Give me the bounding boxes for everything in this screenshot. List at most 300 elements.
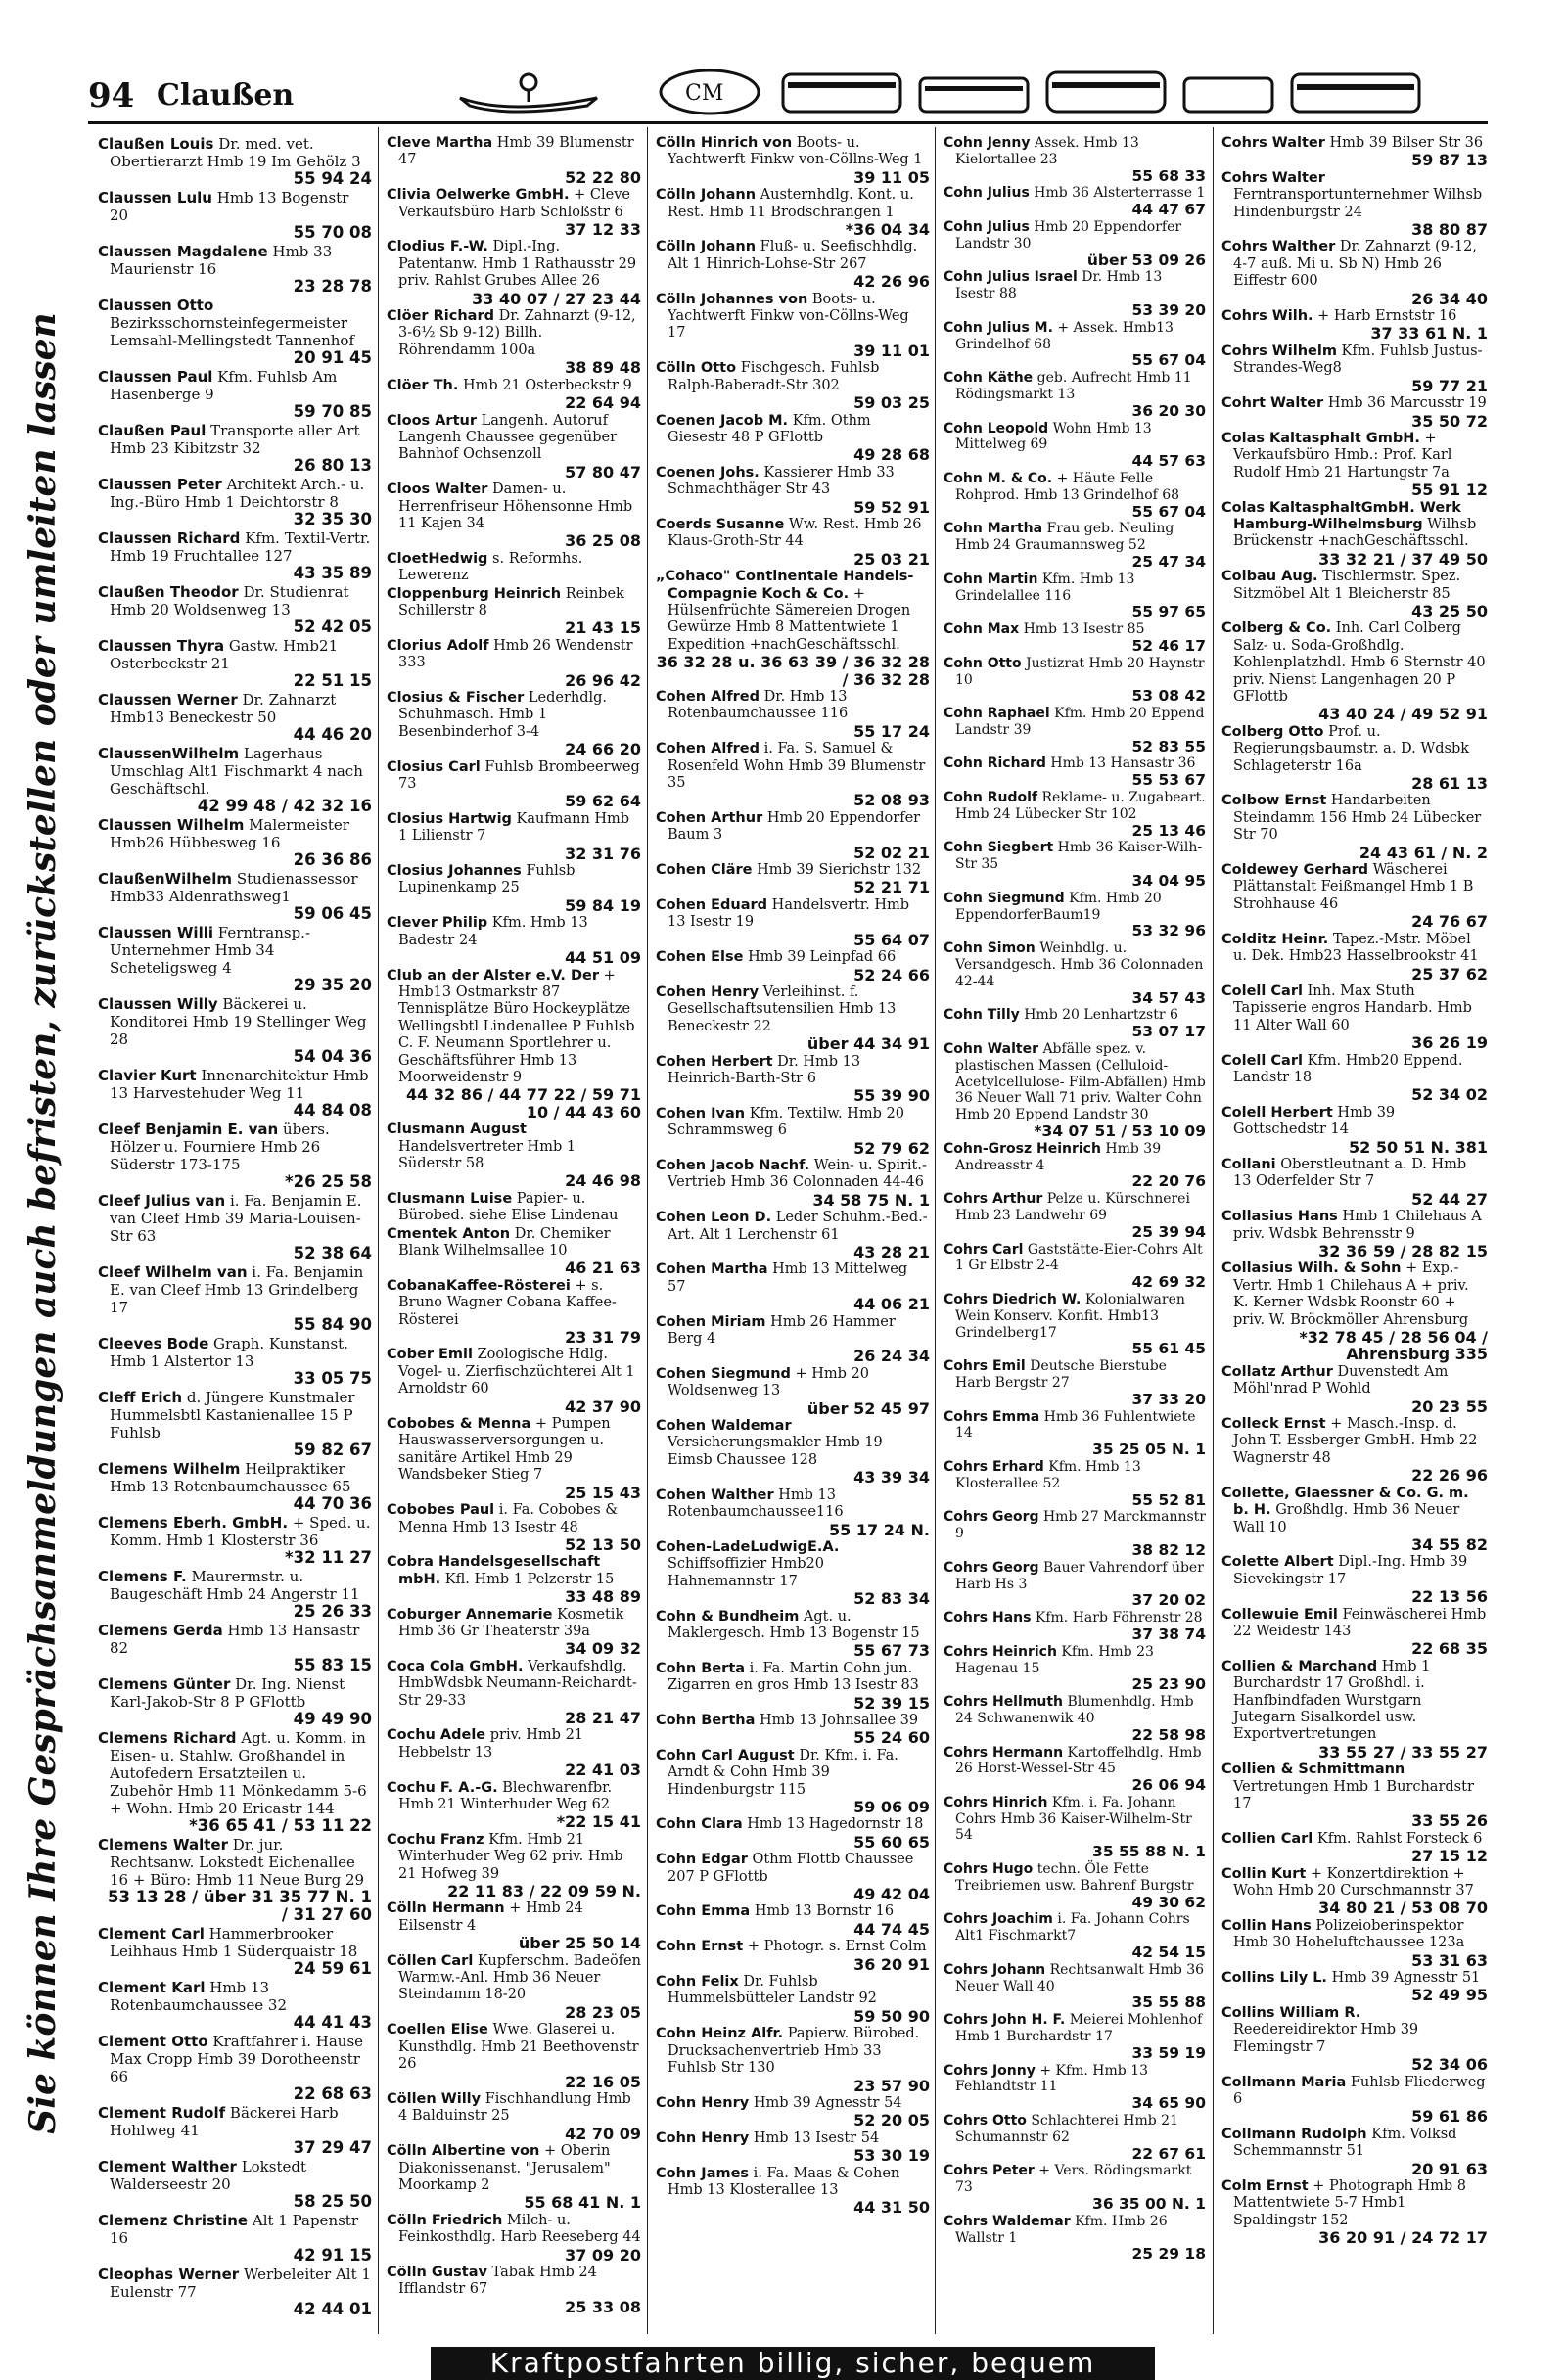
- entry-phone: 52 49 95: [1411, 1986, 1488, 2005]
- entry-phone: 25 33 08: [565, 2297, 641, 2316]
- entry-phone: 25 37 62: [1411, 964, 1488, 984]
- entry-name: Cohrs Hermann: [944, 1744, 1064, 1761]
- entry-details: + Verkaufsbüro Hmb.: Prof. Karl Rudolf Hmb 21 Hartungstr 7a: [1233, 430, 1452, 481]
- entry-phone: 23 31 79: [565, 1328, 641, 1348]
- directory-entry: [98, 924, 372, 994]
- entry-phone: 53 07 17: [1131, 1023, 1206, 1041]
- entry-phone: 37 29 47: [293, 2138, 372, 2157]
- entry-details: s. Reformhs. Lewerenz: [398, 550, 583, 584]
- entry-body: [98, 1568, 372, 1603]
- entry-body: [387, 1607, 641, 1641]
- entry-phone: 44 06 21: [853, 1295, 930, 1314]
- entry-details: Leder Schuhm.-Bed.-Art. Alt 1 Lerchenstr 61: [668, 1210, 928, 1243]
- entry-phone: 53 08 42: [1131, 687, 1206, 706]
- directory-entry: [1221, 135, 1488, 169]
- directory-entry: [98, 816, 372, 869]
- entry-details: + Vers. Rödingsmarkt 73: [955, 2163, 1192, 2196]
- entry-details: übers. Hölzer u. Fourniere Hmb 26 Süderstr 173-175: [110, 1121, 330, 1173]
- entry-phone: 27 15 12: [1411, 1847, 1488, 1866]
- entry-name: Cohrs Hans: [944, 1610, 1032, 1626]
- entry-details: Verleihinst. f. Gesellschaftsutensilien Hmb 13 Beneckestr 22: [668, 984, 897, 1034]
- entry-phone: 22 64 94: [565, 393, 641, 413]
- entry-name: Collmann Maria: [1221, 2074, 1347, 2090]
- entry-details: Schiffsoffizier Hmb20 Hahnemannstr 17: [668, 1556, 824, 1589]
- entry-details: Dr. Zahnarzt (9-12, 4-7 auß. Mi u. Sb N) Hmb 26 Eiffestr 600: [1233, 239, 1477, 290]
- entry-details: Hmb 13 Hansastr 36: [1050, 755, 1196, 772]
- entry-body: [1221, 2075, 1488, 2109]
- directory-entry: [98, 368, 372, 421]
- entry-body: [944, 1745, 1206, 1778]
- entry-body: [944, 1191, 1206, 1224]
- entry-details: Tischlermstr. Spez. Sitzmöbel Alt 1 Bleicherstr 85: [1233, 569, 1461, 602]
- entry-name: Cohn Bertha: [656, 1712, 756, 1728]
- entry-body: [944, 2012, 1206, 2045]
- entry-name: Claussen Werner: [98, 691, 238, 709]
- entry-name: Cohn Heinz Alfr.: [656, 2026, 784, 2042]
- entry-details: Kfm. Hmb 21 Winterhuder Weg 62 priv. Hmb 21 Hofweg 39: [398, 1831, 623, 1882]
- entry-name: CloetHedwig: [387, 550, 488, 567]
- entry-details: Blechwarenfbr. Hmb 21 Winterhuder Weg 62: [398, 1779, 613, 1812]
- entry-name: Cohen Herbert: [656, 1053, 773, 1070]
- entry-details: Gastw. Hmb21 Osterbeckstr 21: [110, 637, 339, 672]
- directory-entry: [387, 1226, 641, 1277]
- directory-entry: [387, 413, 641, 481]
- entry-name: Claussen Wilhelm: [98, 816, 245, 834]
- entry-phone: 23 28 78: [293, 277, 372, 296]
- entry-body: [387, 586, 641, 620]
- entry-name: Cleve Martha: [387, 135, 493, 151]
- directory-entry: [944, 755, 1206, 789]
- entry-name: Cohrs Walter: [1221, 169, 1325, 186]
- entry-phone: 36 20 91: [853, 1954, 930, 1974]
- directory-entry: [387, 1659, 641, 1727]
- entry-name: Cleef Benjamin E. van: [98, 1121, 279, 1138]
- entry-name: Cohn Emma: [656, 1903, 751, 1920]
- entry-body: [387, 968, 641, 1087]
- directory-entry: [656, 1816, 930, 1851]
- entry-details: Gaststätte-Eier-Cohrs Alt 1 Gr Elbstr 2-4: [955, 1241, 1203, 1274]
- entry-details: Hmb 36 Marcusstr 19: [1327, 395, 1487, 412]
- entry-body: [1221, 569, 1488, 603]
- directory-entry: [656, 465, 930, 516]
- entry-body: [387, 1502, 641, 1536]
- directory-entry: [1221, 500, 1488, 569]
- entry-name: Colberg Otto: [1221, 723, 1324, 740]
- directory-entry: [98, 1460, 372, 1513]
- entry-details: Dr. jur. Rechtsanw. Lokstedt Eichenallee 16 + Büro: Hmb 11 Neue Burg 29: [110, 1836, 365, 1889]
- column-divider: [647, 127, 648, 2334]
- entry-details: Dr. Zahnarzt (9-12, 3-6½ Sb 9-12) Billh. Röhrendamm 100a: [398, 308, 636, 358]
- entry-phone: 55 17 24 N.: [829, 1520, 930, 1539]
- entry-body: [387, 1226, 641, 1260]
- entry-body: [1221, 2127, 1488, 2161]
- entry-body: [656, 1210, 930, 1244]
- directory-entry: [656, 1261, 930, 1312]
- directory-entry: [656, 984, 930, 1053]
- entry-phone: 44 47 67: [1131, 201, 1206, 219]
- entry-body: [1221, 1970, 1488, 1987]
- column-divider: [378, 127, 379, 2334]
- entry-phone: *32 78 45 / 28 56 04 / Ahrensburg 335: [1299, 1328, 1488, 1364]
- entry-phone: 26 36 86: [293, 850, 372, 869]
- directory-entry: [1221, 170, 1488, 239]
- entry-phone: 42 91 15: [293, 2246, 372, 2265]
- entry-details: Justizrat Hmb 20 Haynstr 10: [955, 655, 1205, 688]
- entry-body: [656, 292, 930, 343]
- entry-name: Cleeves Bode: [98, 1335, 209, 1352]
- entry-body: [387, 378, 641, 394]
- entry-body: [387, 551, 641, 585]
- directory-entry: [944, 572, 1206, 620]
- entry-body: [1221, 932, 1488, 966]
- entry-body: [656, 949, 930, 966]
- directory-entry: [1221, 1157, 1488, 1208]
- directory-entry: [387, 1191, 641, 1225]
- entry-phone: 36 20 30: [1131, 401, 1206, 420]
- entry-name: Cmentek Anton: [387, 1225, 511, 1242]
- directory-entry: [656, 1488, 930, 1538]
- directory-entry: [944, 2012, 1206, 2061]
- entry-body: [656, 810, 930, 845]
- directory-entry: [387, 187, 641, 238]
- entry-name: Claussen Paul: [98, 368, 213, 386]
- directory-entry: [944, 1911, 1206, 1960]
- entry-body: [656, 1314, 930, 1349]
- entry-phone: 55 70 08: [293, 223, 372, 242]
- entry-phone: 25 47 34: [1131, 552, 1206, 571]
- entry-details: Papierw. Bürobed. Drucksachenvertrieb Hmb 33 Fuhlsb Str 130: [668, 2026, 920, 2077]
- directory-entry: [1221, 1866, 1488, 1917]
- entry-phone: 33 40 07 / 27 23 44: [472, 289, 641, 308]
- directory-entry: [1221, 1607, 1488, 1658]
- entry-name: Cohn Martin: [944, 571, 1038, 587]
- entry-details: Fuhlsb Fliederweg 6: [1233, 2074, 1486, 2107]
- entry-details: Architekt Arch.- u. Ing.-Büro Hmb 1 Deichtorstr 8: [110, 476, 365, 511]
- entry-body: [1221, 1607, 1488, 1641]
- entry-name: Cohrs Heinrich: [944, 1643, 1057, 1660]
- entry-name: Clemens Walter: [98, 1836, 228, 1854]
- entry-details: Dr. Hmb 13 Rotenbaumchaussee 116: [668, 689, 849, 722]
- entry-body: [1221, 1866, 1488, 1900]
- entry-name: Collani: [1221, 1156, 1276, 1172]
- directory-entry: [944, 1141, 1206, 1190]
- entry-body: [387, 481, 641, 532]
- directory-entry: [387, 481, 641, 550]
- entry-phone: *36 04 34: [845, 220, 930, 240]
- entry-details: Bäckerei u. Konditorei Hmb 19 Stellinger Weg 28: [110, 995, 367, 1048]
- entry-details: Hmb 13 Isestr 54: [753, 2129, 880, 2146]
- entry-phone: 52 83 34: [853, 1589, 930, 1609]
- directory-entry: [387, 1121, 641, 1190]
- entry-details: Inh. Carl Colberg Salz- u. Soda-Großhdlg. Kohlenplatzhdl. Hmb 6 Sternstr 40 priv. Nienst Langenhagen 20 P GFlottb: [1233, 620, 1486, 705]
- entry-details: Ww. Rest. Hmb 26 Klaus-Groth-Str 44: [668, 516, 922, 550]
- entry-name: Cohn Käthe: [944, 370, 1034, 387]
- entry-body: [944, 471, 1206, 504]
- entry-name: Cohrs Peter: [944, 2163, 1035, 2179]
- entry-name: Cloppenburg Heinrich: [387, 585, 562, 602]
- entry-phone: 25 39 94: [1131, 1222, 1206, 1241]
- entry-details: + Hmb 24 Eilsenstr 4: [398, 1900, 583, 1934]
- entry-details: Kfm. Rahlst Forsteck 6: [1316, 1830, 1483, 1847]
- entry-body: [656, 1106, 930, 1140]
- entry-body: [98, 1121, 372, 1173]
- entry-details: Kupferschm. Badeöfen Warmw.-Anl. Hmb 36 Neuer Steindamm 18-20: [398, 1952, 641, 2003]
- directory-entry: [656, 1852, 930, 1902]
- entry-phone: 55 67 04: [1131, 502, 1206, 521]
- entry-body: [98, 1389, 372, 1442]
- entry-name: Colette Albert: [1221, 1554, 1334, 1571]
- directory-entry: [1221, 569, 1488, 619]
- entry-phone: 53 39 20: [1131, 300, 1206, 319]
- entry-name: Cohn Leopold: [944, 420, 1049, 436]
- entry-details: i. Fa. Maas & Cohen Hmb 13 Klosterallee 13: [668, 2165, 900, 2198]
- directory-entry: [944, 1795, 1206, 1860]
- entry-body: [387, 2143, 641, 2194]
- entry-name: Cohen Leon D.: [656, 1210, 772, 1226]
- entry-body: [944, 1795, 1206, 1844]
- directory-entry: [1221, 2005, 1488, 2074]
- entry-body: [387, 187, 641, 221]
- directory-entry: [656, 1054, 930, 1105]
- entry-body: [656, 1366, 930, 1400]
- entry-phone: 44 41 43: [293, 2013, 372, 2032]
- entry-body: [1221, 1918, 1488, 1952]
- entry-name: Cober Emil: [387, 1347, 473, 1363]
- entry-name: Cohn James: [656, 2165, 750, 2181]
- entry-details: Assek. Hmb 13 Kielortallee 23: [955, 135, 1139, 167]
- entry-body: [387, 915, 641, 949]
- entry-body: [1221, 431, 1488, 481]
- entry-details: Kfm. Hmb20 Eppend. Landstr 18: [1233, 1052, 1463, 1085]
- entry-phone: 55 39 90: [853, 1086, 930, 1106]
- entry-details: Reinbek Schillerstr 8: [398, 585, 624, 618]
- entry-body: [1221, 1762, 1488, 1812]
- entry-body: [656, 1903, 930, 1920]
- entry-body: [656, 1261, 930, 1296]
- entry-body: [944, 755, 1206, 772]
- entry-body: [387, 690, 641, 741]
- entry-name: Cohrs Emma: [944, 1408, 1040, 1425]
- entry-body: [98, 1192, 372, 1245]
- directory-entry: [1221, 1918, 1488, 1969]
- directory-entry: [944, 1861, 1206, 1910]
- entry-name: Claussen Peter: [98, 476, 222, 493]
- entry-name: Collewuie Emil: [1221, 1606, 1338, 1623]
- entry-details: Kfm. Hmb 20 EppendorferBaum19: [955, 890, 1162, 923]
- entry-phone: 37 33 61 N. 1: [1370, 324, 1488, 343]
- entry-body: [656, 1974, 930, 2008]
- entry-phone: 55 17 24: [853, 721, 930, 741]
- entry-name: Cloos Walter: [387, 481, 488, 498]
- directory-entry: [944, 1694, 1206, 1743]
- entry-body: [387, 811, 641, 846]
- entry-body: [656, 1748, 930, 1799]
- entry-body: [1221, 1659, 1488, 1744]
- directory-entry: [98, 1263, 372, 1334]
- entry-details: + Masch.-Insp. d. John T. Essberger GmbH. Hmb 22 Wagnerstr 48: [1233, 1416, 1478, 1466]
- entry-name: ClaußenWilhelm: [98, 870, 233, 888]
- directory-entry: [98, 1514, 372, 1567]
- entry-phone: 59 62 64: [565, 792, 641, 811]
- directory-entry: [98, 422, 372, 475]
- entry-body: [656, 1816, 930, 1833]
- entry-name: Cochu Franz: [387, 1831, 484, 1848]
- entry-name: Claußen Louis: [98, 135, 214, 153]
- entry-details: Fischhandlung Hmb 4 Balduinstr 25: [398, 2090, 631, 2125]
- directory-entry: [98, 583, 372, 636]
- entry-body: [1221, 1554, 1488, 1588]
- entry-phone: 34 04 95: [1131, 872, 1206, 891]
- entry-body: [387, 2213, 641, 2247]
- entry-phone: 21 43 15: [565, 618, 641, 638]
- directory-entry: [944, 1242, 1206, 1291]
- entry-body: [387, 1659, 641, 1710]
- directory-entry: [1221, 308, 1488, 343]
- entry-body: [98, 583, 372, 618]
- entry-details: Lederhdlg. Schuhmasch. Hmb 1 Besenbinderhof 3-4: [398, 690, 608, 740]
- entry-body: [98, 870, 372, 905]
- directory-column-5: [1221, 135, 1488, 2327]
- entry-name: Cohn Berta: [656, 1660, 746, 1676]
- entry-details: Handelsvertreter Hmb 1 Süderstr 58: [398, 1138, 576, 1171]
- entry-phone: 22 67 61: [1131, 2144, 1206, 2163]
- footer-slogan: Kraftpostfahrten billig, sicher, bequem: [431, 2347, 1155, 2380]
- entry-phone: 25 26 33: [293, 1602, 372, 1621]
- entry-name: Collasius Wilh. & Sohn: [1221, 1260, 1402, 1277]
- entry-body: [1221, 793, 1488, 844]
- entry-phone: 59 77 21: [1411, 376, 1488, 395]
- directory-entry: [98, 2158, 372, 2211]
- entry-name: Cohrs Joachim: [944, 1911, 1053, 1928]
- entry-body: [944, 940, 1206, 989]
- entry-body: [1221, 620, 1488, 706]
- entry-details: Langenh. Autoruf Langenh Chaussee gegenüber Bahnhof Ochsenzoll: [398, 412, 618, 463]
- entry-phone: 59 61 86: [1411, 2107, 1488, 2127]
- entry-body: [98, 1460, 372, 1495]
- entry-body: [98, 1622, 372, 1657]
- entry-details: Kfm. Fuhlsb Am Hasenberge 9: [110, 368, 338, 403]
- entry-body: [656, 239, 930, 273]
- entry-name: Cochu F. A.-G.: [387, 1779, 498, 1796]
- entry-details: Kartoffelhdlg. Hmb 26 Horst-Wessel-Str 45: [955, 1744, 1202, 1777]
- entry-phone: 52 02 21: [853, 843, 930, 862]
- entry-name: Collette, Glaessner & Co. G. m. b. H.: [1221, 1485, 1469, 1519]
- entry-name: Cohen Cläre: [656, 862, 753, 879]
- entry-details: Othm Flottb Chaussee 207 P GFlottb: [668, 1852, 914, 1885]
- entry-name: Collien & Schmittmann: [1221, 1762, 1405, 1778]
- directory-entry: [387, 759, 641, 810]
- entry-details: Kfl. Hmb 1 Pelzerstr 15: [444, 1571, 615, 1587]
- entry-name: Cölln Friedrich: [387, 2212, 503, 2228]
- entry-name: Collatz Arthur: [1221, 1363, 1333, 1380]
- entry-details: + Hmb 20 Woldsenweg 13: [668, 1365, 870, 1399]
- entry-phone: 32 36 59 / 28 82 15: [1318, 1242, 1488, 1260]
- directory-entry: [944, 706, 1206, 755]
- entry-details: Kfm. Hmb 23 Hagenau 15: [955, 1643, 1154, 1676]
- entry-details: Zoologische Hdlg. Vogel- u. Zierfischzüchterei Alt 1 Arnoldstr 60: [398, 1347, 635, 1397]
- entry-details: Deutsche Bierstube Harb Bergstr 27: [955, 1358, 1167, 1391]
- entry-phone: 52 34 06: [1411, 2055, 1488, 2075]
- entry-details: Dipl.-Ing. Hmb 39 Sievekingstr 17: [1233, 1554, 1468, 1587]
- entry-phone: 22 26 96: [1411, 1466, 1488, 1486]
- entry-details: + Exp.-Vertr. Hmb 1 Chilehaus A + priv. K. Kerner Wdsbk Roonstr 60 + priv. W. Bröckmöller Ahrensburg: [1233, 1260, 1469, 1328]
- entry-name: Cohrs Hinrich: [944, 1794, 1048, 1810]
- sidebar-slogan-text: Sie können Ihre Gesprächsanmeldungen auch befristen, zurückstellen oder umleiten lassen: [23, 312, 64, 2134]
- entry-details: Blumenhdlg. Hmb 24 Schwanenwik 40: [955, 1694, 1194, 1726]
- entry-phone: 33 48 89: [565, 1587, 641, 1607]
- entry-details: Hmb 13 Bornstr 16: [754, 1903, 895, 1920]
- entry-phone: 39 11 05: [853, 167, 930, 187]
- entry-body: [944, 1509, 1206, 1542]
- entry-name: Cohn Julius: [944, 185, 1030, 202]
- directory-entry: [656, 569, 930, 688]
- entry-details: Graph. Kunstanst. Hmb 1 Alstertor 13: [110, 1335, 348, 1370]
- entry-body: [1221, 1260, 1488, 1329]
- entry-phone: 35 55 88: [1131, 1993, 1206, 2012]
- entry-name: Cohen Arthur: [656, 809, 763, 826]
- entry-name: Colleck Ernst: [1221, 1416, 1326, 1433]
- entry-body: [656, 862, 930, 879]
- entry-phone: 25 03 21: [853, 549, 930, 569]
- directory-entry: [387, 1278, 641, 1347]
- entry-phone: 43 40 24 / 49 52 91: [1318, 705, 1488, 724]
- directory-entry: [656, 1539, 930, 1608]
- entry-phone: 55 64 07: [853, 930, 930, 949]
- entry-body: [656, 1418, 930, 1469]
- entry-name: Cohrs John H. F.: [944, 2012, 1066, 2029]
- entry-name: Colm Ernst: [1221, 2177, 1309, 2194]
- entry-phone: 57 80 47: [565, 462, 641, 481]
- entry-details: + Cleve Verkaufsbüro Harb Schloßstr 6: [398, 187, 630, 220]
- entry-phone: 49 30 62: [1131, 1893, 1206, 1911]
- directory-entry: [98, 995, 372, 1066]
- entry-phone: 38 89 48: [565, 358, 641, 378]
- directory-entry: [944, 940, 1206, 1006]
- entry-phone: 43 28 21: [853, 1243, 930, 1261]
- entry-name: Cleef Julius van: [98, 1192, 226, 1210]
- entry-body: [944, 891, 1206, 924]
- directory-entry: [656, 1748, 930, 1816]
- entry-phone: 33 55 27 / 33 55 27: [1318, 1742, 1488, 1762]
- entry-phone: 22 16 05: [565, 2072, 641, 2091]
- entry-name: Cohn Felix: [656, 1974, 739, 1991]
- entry-body: [387, 2265, 641, 2299]
- entry-phone: 53 13 28 / über 31 35 77 N. 1 / 31 27 60: [108, 1888, 372, 1924]
- entry-phone: 42 54 15: [1131, 1944, 1206, 1962]
- entry-body: [1221, 2005, 1488, 2056]
- entry-body: [387, 2022, 641, 2073]
- entry-details: Feinwäscherei Hmb 22 Weidestr 143: [1233, 1606, 1487, 1639]
- entry-body: [944, 421, 1206, 454]
- directory-entry: [98, 2104, 372, 2157]
- entry-phone: 26 96 42: [565, 670, 641, 690]
- directory-entry: [1221, 620, 1488, 722]
- entry-body: [944, 521, 1206, 554]
- entry-name: Colas Kaltasphalt GmbH.: [1221, 430, 1420, 446]
- entry-phone: *22 15 41: [556, 1812, 641, 1832]
- sidebar-slogan: [15, 312, 71, 2134]
- entry-phone: *34 07 51 / 53 10 09: [1034, 1122, 1206, 1141]
- entry-phone: 28 61 13: [1411, 774, 1488, 794]
- directory-entry: [1221, 2075, 1488, 2126]
- entry-body: [944, 370, 1206, 403]
- entry-name: Club an der Alster e.V. Der: [387, 967, 599, 984]
- directory-entry: [387, 1832, 641, 1900]
- directory-entry: [387, 915, 641, 966]
- entry-details: Hmb 13 Isestr 85: [1023, 621, 1145, 638]
- entry-name: Colberg & Co.: [1221, 620, 1332, 637]
- entry-name: „Cohaco" Continentale Handels-Compagnie Koch & Co.: [656, 569, 914, 602]
